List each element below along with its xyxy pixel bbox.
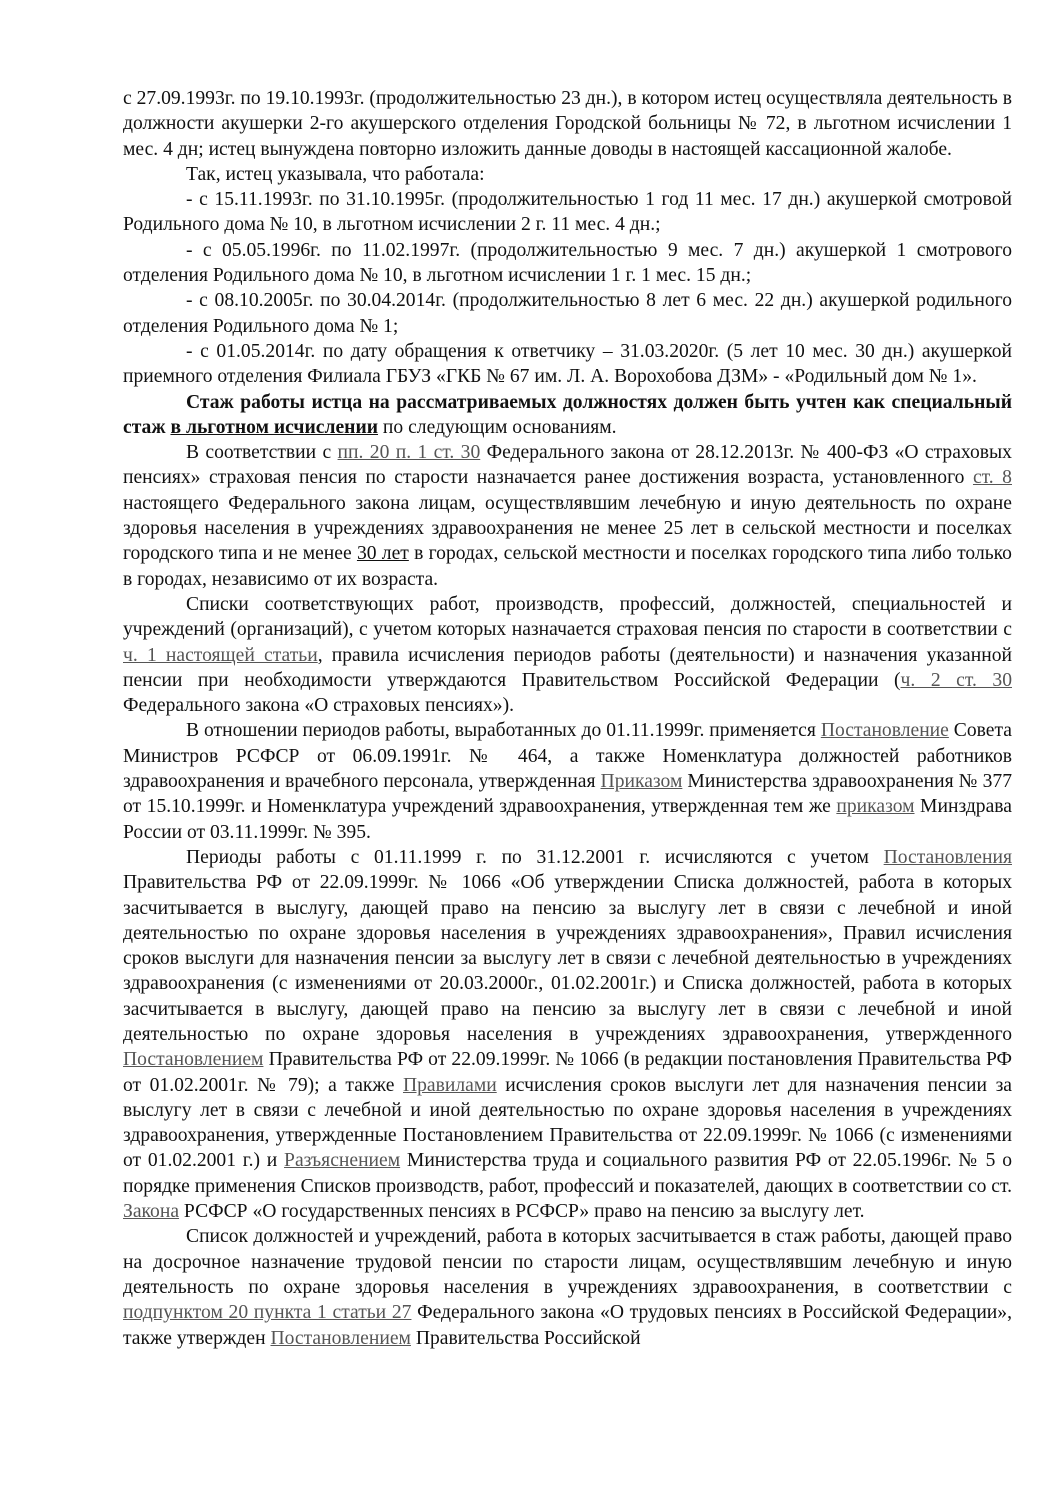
text-run: Так, истец указывала, что работала: [186, 163, 485, 185]
body-paragraph [123, 845, 1012, 1224]
body-paragraph [123, 718, 1012, 844]
text-run: Минздрава России от 03.11.1999г. № 395. [123, 796, 1012, 843]
text-run: в городах, сельской местности и поселках городского типа либо только в городах, независимо от их возраста. [123, 543, 1012, 590]
legal-reference-link[interactable]: пп. 20 п. 1 ст. 30 [337, 442, 481, 464]
body-paragraph [123, 238, 1012, 289]
body-paragraph [123, 187, 1012, 238]
body-paragraph [123, 288, 1012, 339]
text-run: В соответствии с [186, 442, 338, 464]
text-run: Совета Министров РСФСР от 06.09.1991г. № 464, а также Номенклатура должностей работников здравоохранения и врачебного персонала, утвержденная [123, 720, 1012, 793]
text-run: Правительства РФ от 22.09.1999г. № 1066 «Об утверждении Списка должностей, работа в которых засчитывается в выслугу, дающей право на пенсию за выслугу лет в связи с лечебной и иной деятельностью по охране здоровья населения в учреждениях здравоохранения», Правил исчисления сроков выслуги для назначения пенсии за выслугу лет в связи с лечебной деятельностью в учреждениях здравоохранения (с изменениями от 20.03.2000г., 01.02.2001г.) и Списка должностей, работа в которых засчитывается в выслугу, дающей право на пенсию за выслугу лет в связи с лечебной и иной деятельностью по охране здоровья населения в учреждениях здравоохранения, утвержденного [123, 872, 1012, 1045]
legal-reference-link[interactable]: подпунктом 20 пункта 1 статьи 27 [123, 1302, 412, 1324]
legal-reference-link[interactable]: Постановлением [270, 1327, 411, 1349]
text-run: с 27.09.1993г. по 19.10.1993г. (продолжительностью 23 дн.), в котором истец осуществляла деятельность в должности акушерки 2-го акушерского отделения Городской больницы № 72, в льготном исчислении 1 мес. 4 дн; истец вынуждена повторно изложить данные доводы в настоящей кассационной жалобе. [123, 88, 1012, 160]
text-run: Списки соответствующих работ, производств, профессий, должностей, специальностей и учреждений (организаций), с учетом которых назначается страховая пенсия по старости в соответствии с [123, 593, 1012, 641]
text-run: - с 05.05.1996г. по 11.02.1997г. (продолжительностью 9 мес. 7 дн.) акушеркой 1 смотрового отделения Родильного дома № 10, в льготном исчислении 1 г. 1 мес. 15 дн.; [123, 239, 1012, 287]
legal-reference-link[interactable]: Приказом [600, 771, 683, 793]
legal-reference-link[interactable]: Постановление [820, 720, 949, 742]
body-paragraph [123, 339, 1012, 390]
legal-reference-link[interactable]: Разъяснением [284, 1150, 401, 1172]
body-paragraph [123, 592, 1012, 718]
body-paragraph [123, 1224, 1012, 1350]
text-run: РСФСР «О государственных пенсиях в РСФСР» право на пенсию за выслугу лет. [179, 1201, 865, 1223]
bold-underlined-text: в льготном исчислении [170, 416, 379, 438]
text-run: Федерального закона «О страховых пенсиях»). [123, 695, 515, 717]
legal-reference-link[interactable]: ч. 2 ст. 30 [900, 669, 1012, 691]
legal-reference-link[interactable]: Постановлением [123, 1049, 264, 1071]
body-paragraph [123, 86, 1012, 162]
text-run: Список должностей и учреждений, работа в которых засчитывается в стаж работы, дающей право на досрочное назначение трудовой пенсии по старости лицам, осуществлявшим лечебную и иную деятельность по охране здоровья населения в учреждениях здравоохранения, в соответствии с [123, 1226, 1012, 1298]
text-run: настоящего Федерального закона лицам, осуществлявшим лечебную и иную деятельность по охране здоровья населения в учреждениях здравоохранения не менее 25 лет в сельской местности и поселках городского типа и не менее [123, 492, 1012, 565]
legal-reference-link[interactable]: приказом [836, 796, 915, 818]
text-run: - с 01.05.2014г. по дату обращения к ответчику – 31.03.2020г. (5 лет 10 мес. 30 дн.) акушеркой приемного отделения Филиала ГБУЗ «ГКБ № 67 им. Л. А. Ворохобова ДЗМ» - «Родильный дом № 1». [123, 340, 1012, 388]
text-run: - с 08.10.2005г. по 30.04.2014г. (продолжительностью 8 лет 6 мес. 22 дн.) акушеркой родильного отделения Родильного дома № 1; [123, 290, 1012, 337]
body-paragraph [123, 440, 1012, 592]
text-run: исчисления сроков выслуги лет для назначения пенсии за выслугу лет в связи с лечебной и иной деятельностью по охране здоровья населения в учреждениях здравоохранения, утвержденные Постановлением Правительства от 22.09.1999г. № 1066 (с изменениями от 01.02.2001 г.) и [123, 1074, 1013, 1172]
text-run: Министерства труда и социального развития РФ от 22.05.1996г. № 5 о порядке применения Списков производств, работ, профессий и показателей, дающих в соответствии со ст. [123, 1150, 1012, 1197]
text-run: - с 15.11.1993г. по 31.10.1995г. (продолжительностью 1 год 11 мес. 17 дн.) акушеркой смотровой Родильного дома № 10, в льготном исчислении 2 г. 11 мес. 4 дн.; [123, 189, 1012, 236]
bold-text: Стаж работы истца на рассматриваемых должностях должен быть учтен как специальный стаж [123, 391, 1012, 438]
body-paragraph [123, 162, 1012, 187]
legal-reference-link[interactable]: ч. 1 настоящей статьи [123, 644, 318, 666]
body-paragraph [123, 390, 1012, 441]
underlined-text: 30 лет [356, 543, 409, 565]
text-run: Министерства здравоохранения № 377 от 15.10.1999г. и Номенклатура учреждений здравоохранения, утвержденная тем же [123, 771, 1012, 818]
legal-reference-link[interactable]: Правилами [402, 1074, 497, 1096]
legal-reference-link[interactable]: Закона [123, 1201, 180, 1223]
text-run: по следующим основаниям. [378, 416, 617, 438]
legal-reference-link[interactable]: ст. 8 [972, 467, 1012, 489]
text-run: Правительства РФ от 22.09.1999г. № 1066 (в редакции постановления Правительства РФ от 01.02.2001г. № 79); а также [123, 1049, 1012, 1096]
text-run: Правительства Российской [410, 1327, 641, 1349]
text-run: Федерального закона от 28.12.2013г. № 400-ФЗ «О страховых пенсиях» страховая пенсия по старости назначается ранее достижения возраста, установленного [123, 442, 1012, 489]
legal-reference-link[interactable]: Постановления [883, 846, 1012, 868]
text-run: Федерального закона «О трудовых пенсиях в Российской Федерации», также утвержден [123, 1302, 1012, 1349]
text-run: Периоды работы с 01.11.1999 г. по 31.12.2001 г. исчисляются с учетом [186, 846, 884, 868]
text-run: , правила исчисления периодов работы (деятельности) и назначения указанной пенсии при необходимости утверждаются Правительством Российской Федерации ( [123, 644, 1012, 691]
text-run: В отношении периодов работы, выработанных до 01.11.1999г. применяется [186, 720, 821, 742]
